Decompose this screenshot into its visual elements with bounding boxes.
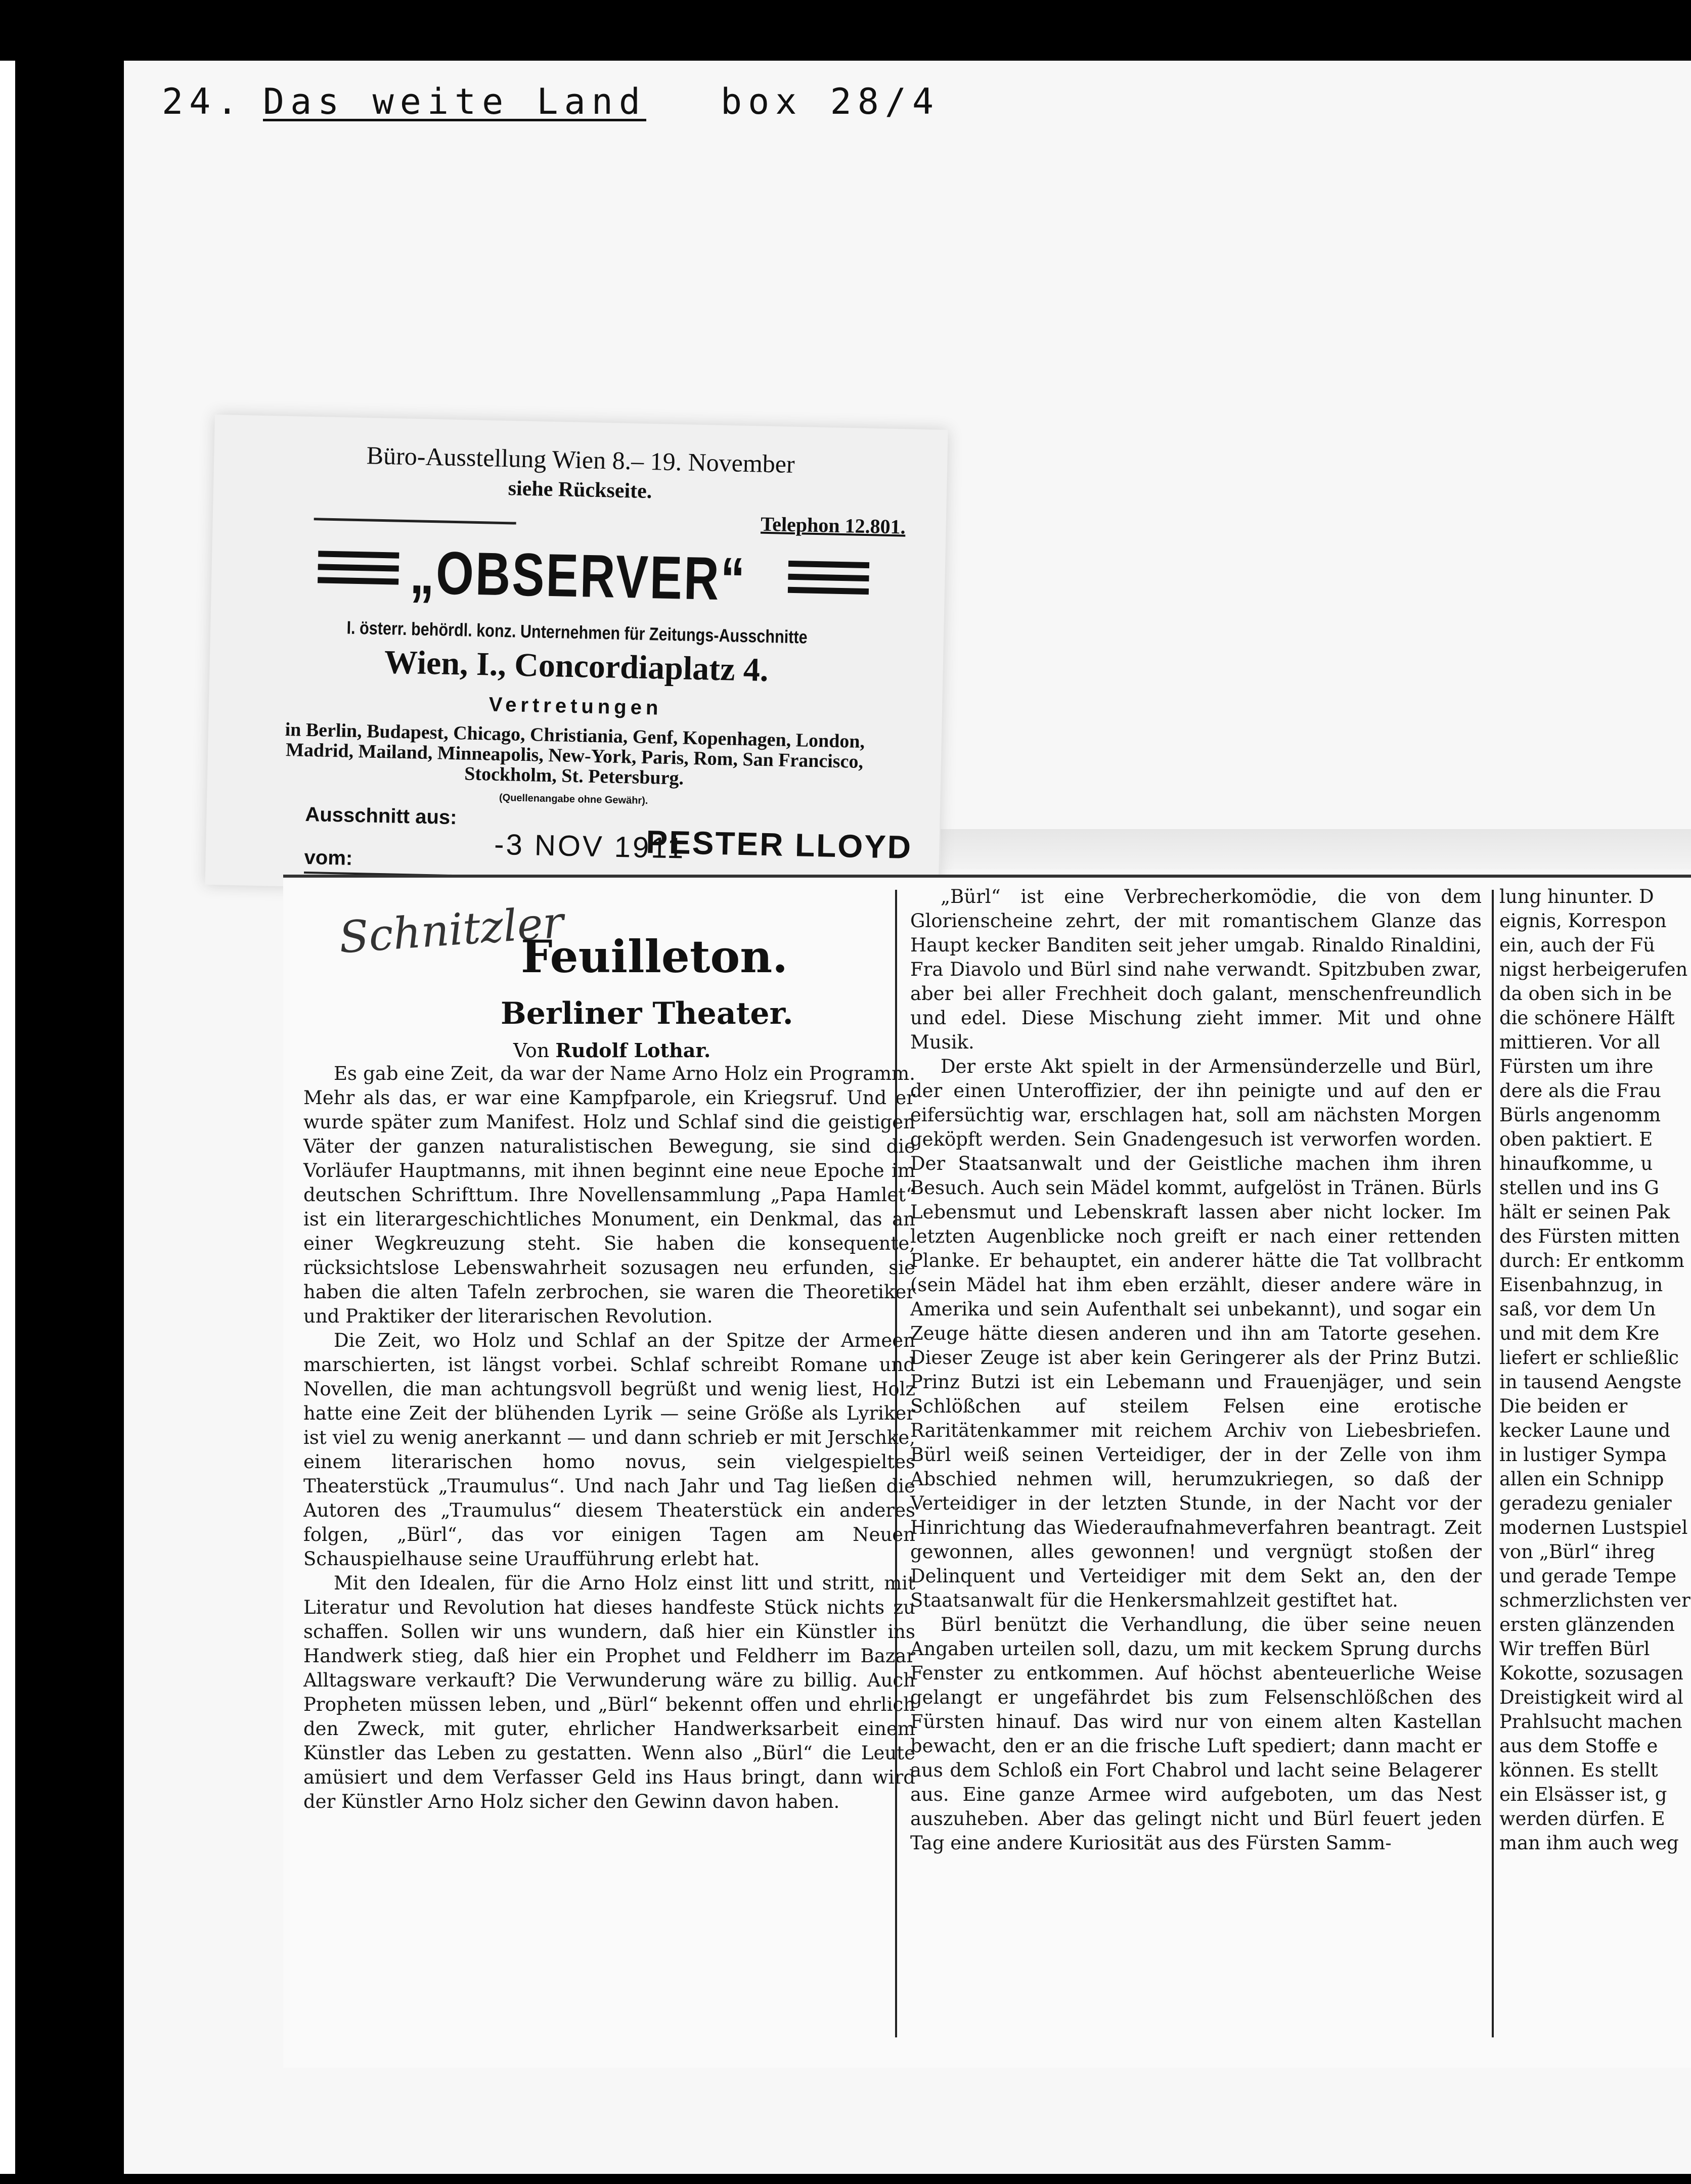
column-3-line: lung hinunter. D — [1499, 886, 1654, 907]
clipping-from-label: Ausschnitt aus: — [305, 803, 457, 829]
archive-title: Das weite Land — [263, 81, 647, 122]
column-3-line: saß, vor dem Un — [1499, 1298, 1656, 1320]
paragraph: Die Zeit, wo Holz und Schlaf an der Spitze der Armeen marschierten, ist längst vorbei. Schlaf schreibt Romane und Novellen, die man achtungsvoll begrüßt und wenig liest, Holz hatte eine Zeit der blühenden Lyrik — seine Größe als Lyriker ist viel zu wenig anerkannt — und dann schrieb er mit Jerschke, einem literarischen homo novus, sein vielgespieltes Theaterstück „Traumulus“. Und nach Jahr und Tag ließen die Autoren des „Traumulus“ diesem Theaterstück ein anderes folgen, „Bürl“, das vor einigen Tagen am Neuen Schauspielhause seine Uraufführung erlebt hat. — [303, 1330, 915, 1570]
newspaper-stamp: PESTER LLOYD — [645, 824, 913, 866]
column-3-line: mittieren. Vor all — [1499, 1031, 1661, 1053]
branch-cities: in Berlin, Budapest, Chicago, Christiania, Genf, Kopenhagen, London, Madrid, Mailand, Minneapolis, New-York, Paris, Rom, San Francisco, Stockholm, St. Petersburg. — [285, 719, 865, 789]
scan-edge-line — [15, 0, 20, 2184]
column-3-line: des Fürsten mitten — [1499, 1225, 1680, 1247]
telephone: Telephon 12.801. — [760, 512, 906, 538]
observer-label — [205, 415, 948, 900]
date-label: vom: — [304, 846, 353, 870]
column-3-line: hinaufkomme, u — [1499, 1153, 1653, 1174]
column-3-line: und gerade Tempe — [1499, 1565, 1677, 1587]
article-title: Berliner Theater. — [501, 996, 793, 1031]
scan-border-top — [0, 0, 1691, 61]
archive-box: box 28/4 — [721, 81, 940, 122]
paragraph: Der erste Akt spielt in der Armensünderzelle und Bürl, der einen Unteroffizier, der ihn peinigte und auf den er eifersüchtig war, erschlagen hat, soll am nächsten Morgen geköpft werden. Sein Gnadengesuch ist verworfen worden. Der Staatsanwalt und der Geistliche machen ihm ihren Besuch. Auch sein Mädel kommt, aufgelöst in Tränen. Bürls Lebensmut und Lebenskraft lassen aber nicht locker. Im letzten Augenblicke noch greift er nach einer rettenden Planke. Er behauptet, ein anderer hätte die Tat vollbracht (sein Mädel hat ihm eben erzählt, dieser andere wäre in Amerika und sein Aufenthalt sei unbekannt), und sogar ein Zeuge hätte diesen anderen und ihn am Tatorte gesehen. Dieser Zeuge ist aber kein Geringerer als der Prinz Butzi. Prinz Butzi ist ein Lebemann und Frauenjäger, und sein Schlößchen auf steilem Felsen eine erotische Raritätenkammer mit reichem Archiv von Liebesbriefen. Bürl weiß seinen Verteidiger, der in der Zelle von ihm Abschied nehmen will, herumzukriegen, so daß der Verteidiger in der letzten Stunde, in der Nacht vor der Hinrichtung das Wiederaufnahmeverfahren beantragt. Zeit gewonnen, alles gewonnen! und vergnügt stoßen der Delinquent und Verteidiger mit dem Sekt an, den der Staatsanwalt für die Henkersmahlzeit gestiftet hat. — [910, 1056, 1482, 1611]
column-3-line: nigst herbeigerufen — [1499, 959, 1688, 980]
column-3-line: in lustiger Sympa — [1499, 1444, 1667, 1466]
column-rule-2 — [1492, 890, 1494, 2037]
observer-brand: „OBSERVER“ — [409, 538, 747, 614]
scan-edge-strip — [0, 0, 15, 2184]
column-3-line: eignis, Korrespon — [1499, 910, 1667, 932]
see-reverse: siehe Rückseite. — [508, 477, 652, 504]
date-stamp: -3 NOV 1911 — [494, 828, 686, 865]
article-column-1 — [303, 1062, 915, 1814]
column-3-line: Wir treffen Bürl — [1499, 1638, 1650, 1660]
column-3-line: die schönere Hälft — [1499, 1007, 1675, 1029]
column-3-line: Die beiden er — [1499, 1395, 1628, 1417]
byline-prefix: Von — [513, 1039, 550, 1062]
column-3-line: Fürsten um ihre — [1499, 1056, 1654, 1077]
handwritten-note: Schnitzler — [337, 897, 565, 964]
column-3-line: und mit dem Kre — [1499, 1323, 1660, 1344]
column-3-line: Prahlsucht machen — [1499, 1711, 1682, 1733]
paragraph: „Bürl“ ist eine Verbrecherkomödie, die von dem Glorienscheine zehrt, der mit romantischem Glanze das Haupt kecker Banditen seit jeher umgab. Rinaldo Rinaldini, Fra Diavolo und Bürl sind nahe verwandt. Spitzbuben zwar, aber bei aller Frechheit doch galant, menschenfreundlich und edel. Diese Mischung zieht immer. Mit und ohne Musik. — [910, 886, 1482, 1053]
column-3-line: hält er seinen Pak — [1499, 1201, 1670, 1223]
paragraph: Mit den Idealen, für die Arno Holz einst litt und stritt, mit Literatur und Revolution hat dieses handfeste Stück nichts zu schaffen. Sollen wir uns wundern, daß hier ein Künstler ins Handwerk stieg, daß hier ein Prophet und Feldherr im Bazar Alltagsware verkauft? Die Verwunderung wäre zu billig. Auch Propheten müssen leben, und „Bürl“ bekennt offen und ehrlich den Zweck, mit guter, ehrlicher Handwerksarbeit einem Künstler das Leben zu gestatten. Wenn also „Bürl“ die Leute amüsiert und dem Verfasser Geld ins Haus bringt, dann wird der Künstler Arno Holz sicher den Gewinn davon haben. — [303, 1572, 915, 1812]
paragraph: Bürl benützt die Verhandlung, die über seine neuen Angaben urteilen soll, dazu, um mit keckem Sprung durchs Fenster zu entkommen. Auf höchst abenteuerliche Weise gelangt er ungefährdet bis zum Felsenschlößchen des Fürsten hinauf. Das wird nur von einem alten Kastellan bewacht, den er an die frische Luft spediert; dann macht er aus dem Schloß ein Fort Chabrol und lacht seine Belagerer aus. Eine ganze Armee wird aufgeboten, um das Nest auszuheben. Aber das gelingt nicht und Bürl feuert jeden Tag eine andere Kuriosität aus des Fürsten Samm- — [910, 1614, 1482, 1854]
column-3-line: allen ein Schnipp — [1499, 1468, 1664, 1490]
column-3-line: Eisenbahnzug, in — [1499, 1274, 1663, 1296]
exhibition-line: Büro-Ausstellung Wien 8.– 19. November — [366, 441, 795, 479]
column-3-line: modernen Lustspiel — [1499, 1517, 1688, 1538]
section-heading: Feuilleton. — [521, 930, 788, 983]
clipping-top-rule — [283, 875, 1691, 878]
column-3-line: da oben sich in be — [1499, 983, 1672, 1005]
column-3-line: geradezu genialer — [1499, 1492, 1672, 1514]
column-3-line: liefert er schließlic — [1499, 1347, 1679, 1369]
column-3-line: können. Es stellt — [1499, 1759, 1658, 1781]
label-rule — [314, 518, 516, 524]
column-3-line: stellen und ins G — [1499, 1177, 1659, 1199]
branches-label: Vertretungen — [488, 693, 662, 719]
column-3-line: werden dürfen. E — [1499, 1808, 1665, 1830]
column-3-line: man ihm auch weg — [1499, 1832, 1679, 1854]
newspaper-clipping — [283, 875, 1691, 2068]
paragraph: Es gab eine Zeit, da war der Name Arno Holz ein Programm. Mehr als das, er war eine Kampfparole, ein Kriegsruf. Und er wurde später zum Manifest. Holz und Schlaf sind die geistigen Väter der ganzen naturalistischen Bewegung, sie sind die Vorläufer Hauptmanns, mit ihnen beginnt eine neue Epoche im deutschen Schrifttum. Ihre Novellensammlung „Papa Hamlet“ ist ein literargeschichtliches Monument, ein Denkmal, das an einer Wegkreuzung steht. Sie haben die konsequente, rücksichtslose Lebenswahrheit sozusagen neu erfunden, sie haben die alten Tafeln zerbrochen, sie waren die Theoretiker und Praktiker der literarischen Revolution. — [303, 1063, 915, 1327]
byline — [513, 1039, 710, 1062]
observer-subtitle: I. österr. behördl. konz. Unternehmen für Zeitungs-Ausschnitte — [346, 617, 808, 648]
article-column-3-cropped — [1499, 885, 1691, 1855]
archive-number: 24. — [162, 81, 244, 122]
column-3-line: schmerzlichsten ver — [1499, 1589, 1690, 1611]
column-3-line: ein, auch der Fü — [1499, 934, 1655, 956]
article-column-2 — [910, 885, 1482, 1855]
column-3-line: von „Bürl“ ihreg — [1499, 1541, 1656, 1563]
column-3-line: Dreistigkeit wird al — [1499, 1687, 1683, 1708]
column-3-line: Kokotte, sozusagen — [1499, 1662, 1683, 1684]
column-3-line: kecker Laune und — [1499, 1420, 1671, 1441]
column-3-line: aus dem Stoffe e — [1499, 1735, 1658, 1757]
observer-address: Wien, I., Concordiaplatz 4. — [384, 644, 769, 689]
scan-shadow — [941, 829, 1691, 870]
column-3-line: oben paktiert. E — [1499, 1128, 1653, 1150]
scan-border-bottom — [0, 2174, 1691, 2184]
corner-mark — [104, 76, 109, 124]
column-3-line: in tausend Aengste — [1499, 1371, 1682, 1393]
column-3-line: durch: Er entkomm — [1499, 1250, 1684, 1271]
corner-mark-tick — [104, 76, 124, 80]
column-3-line: dere als die Frau — [1499, 1080, 1661, 1102]
source-note: (Quellenangabe ohne Gewähr). — [499, 792, 648, 807]
column-3-line: ein Elsässer ist, g — [1499, 1784, 1667, 1805]
archive-header — [162, 81, 971, 136]
column-3-line: Bürls angenomm — [1499, 1104, 1661, 1126]
author-name: Rudolf Lothar. — [555, 1039, 711, 1062]
column-3-line: ersten glänzenden — [1499, 1614, 1675, 1635]
